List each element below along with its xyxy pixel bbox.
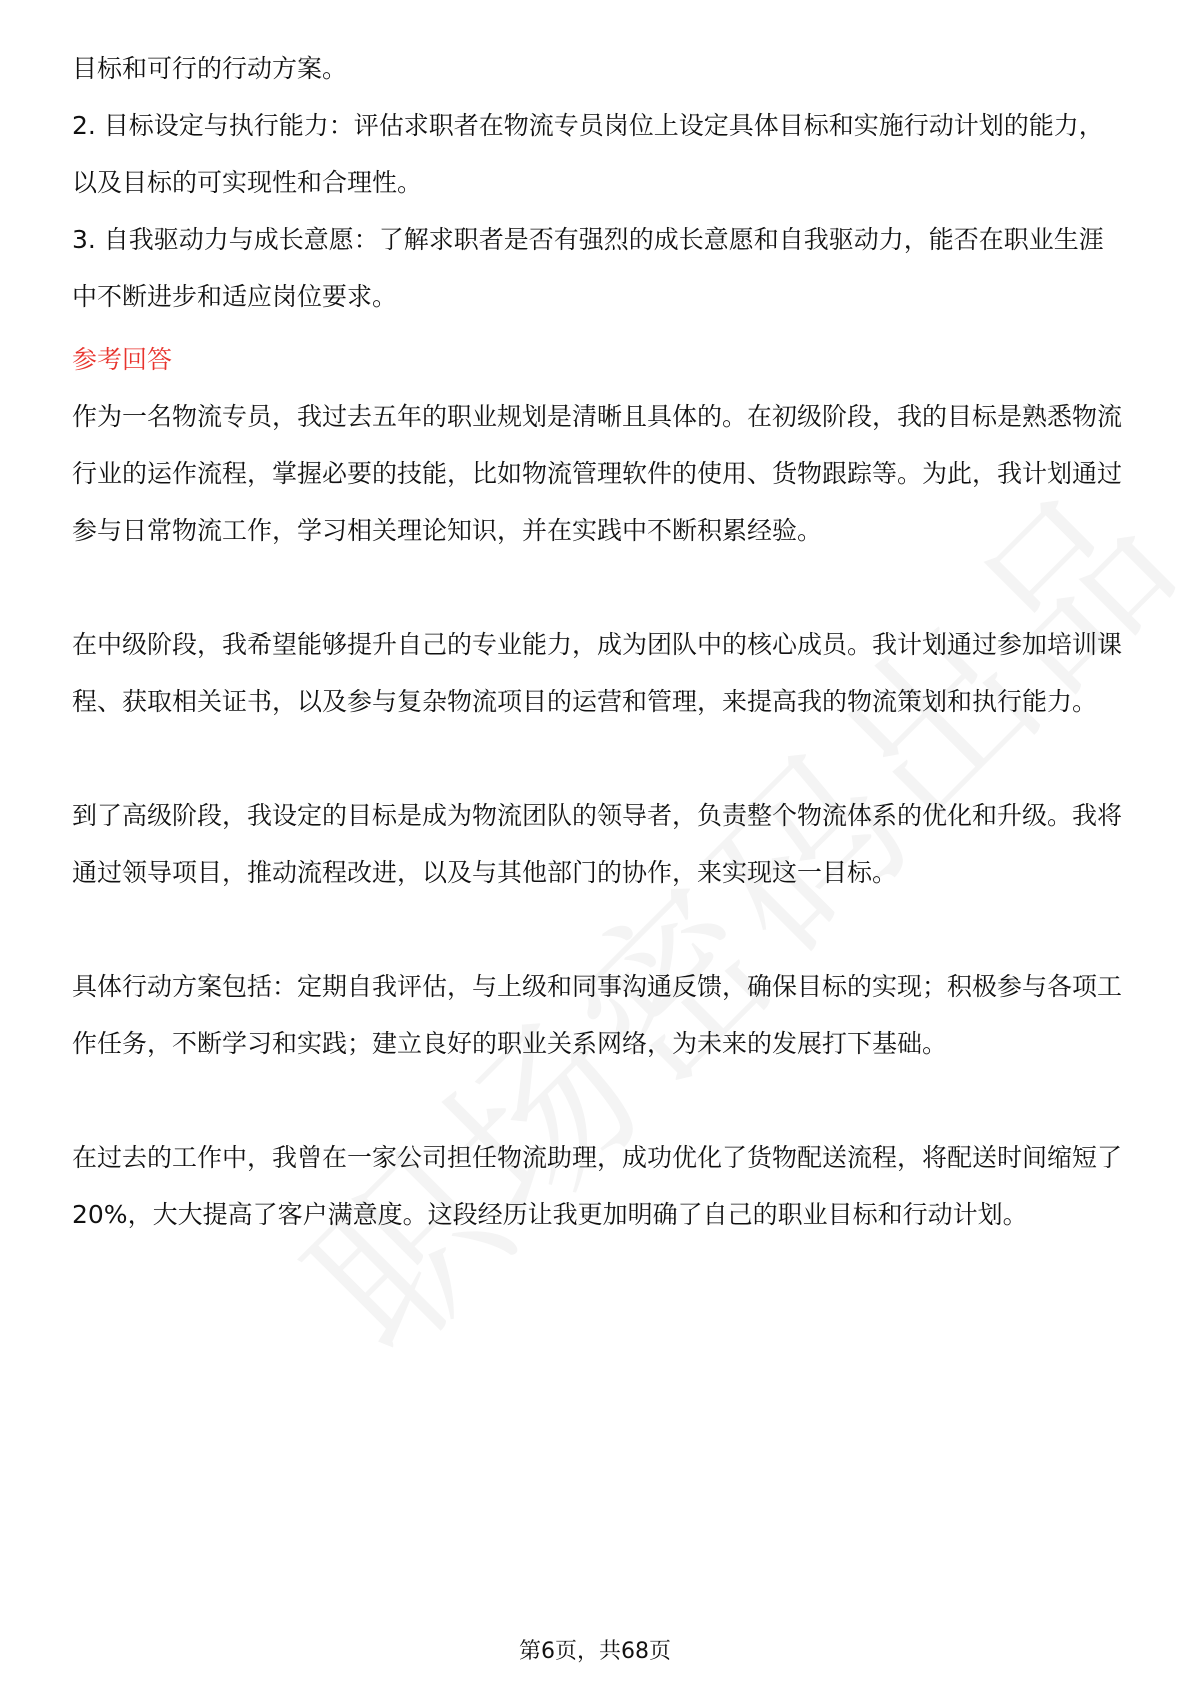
- answer-paragraph: 在过去的工作中，我曾在一家公司担任物流助理，成功优化了货物配送流程，将配送时间缩短了20%，大大提高了客户满意度。这段经历让我更加明确了自己的职业目标和行动计划。: [72, 1143, 1123, 1229]
- page-number-footer: 第6页，共68页: [519, 1639, 671, 1664]
- answer-paragraph: 到了高级阶段，我设定的目标是成为物流团队的领导者，负责整个物流体系的优化和升级。我将通过领导项目，推动流程改进，以及与其他部门的协作，来实现这一目标。: [72, 801, 1123, 887]
- answer-paragraph: 具体行动方案包括：定期自我评估，与上级和同事沟通反馈，确保目标的实现；积极参与各项工作任务，不断学习和实践；建立良好的职业关系网络，为未来的发展打下基础。: [72, 972, 1123, 1058]
- point-item: 3. 自我驱动力与成长意愿：了解求职者是否有强烈的成长意愿和自我驱动力，能否在职业生涯中不断进步和适应岗位要求。: [72, 225, 1104, 311]
- answer-paragraph: 在中级阶段，我希望能够提升自己的专业能力，成为团队中的核心成员。我计划通过参加培训课程、获取相关证书，以及参与复杂物流项目的运营和管理，来提高我的物流策划和执行能力。: [72, 630, 1123, 716]
- paragraph-gap: [72, 901, 1122, 958]
- intro-tail-text: 目标和可行的行动方案。: [72, 54, 348, 83]
- point-item: 2. 目标设定与执行能力：评估求职者在物流专员岗位上设定具体目标和实施行动计划的能力，以及目标的可实现性和合理性。: [72, 111, 1104, 197]
- page-content: [72, 40, 1122, 1243]
- paragraph-gap: [72, 1072, 1122, 1129]
- answer-paragraph: 作为一名物流专员，我过去五年的职业规划是清晰且具体的。在初级阶段，我的目标是熟悉物流行业的运作流程，掌握必要的技能，比如物流管理软件的使用、货物跟踪等。为此，我计划通过参与日常物流工作，学习相关理论知识，并在实践中不断积累经验。: [72, 402, 1123, 545]
- paragraph-gap: [72, 730, 1122, 787]
- paragraph-gap: [72, 559, 1122, 616]
- answer-heading: 参考回答: [72, 345, 173, 374]
